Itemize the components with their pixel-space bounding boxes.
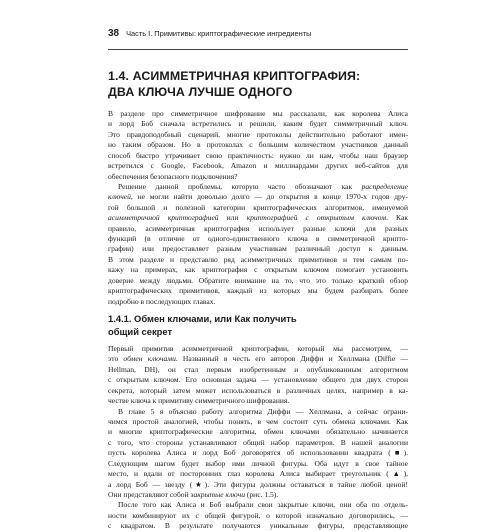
text-line: честве ключа к примитиву симметричного шифрования. bbox=[108, 396, 290, 406]
term-private-keys: закрытые ключи bbox=[190, 489, 245, 499]
text-line: Они представляют собой закрытые ключи (рис. 1.5). bbox=[108, 489, 279, 499]
text-line: чимся простой аналогией, чтобы понять, в чем состоит суть обмена ключами. Как bbox=[108, 416, 408, 426]
page-number: 38 bbox=[108, 28, 120, 39]
text-line: После того как Алиса и Боб выбрали свои закрытые ключи, они оба по отдель- bbox=[118, 500, 408, 510]
section-title-line2: ДВА КЛЮЧА ЛУЧШЕ ОДНОГО bbox=[108, 84, 293, 99]
text-line: правило, асимметричная криптография использует разные ключи для разных bbox=[108, 223, 408, 233]
text-line: и лорд Боб сначала встретились и решили, каким будет симметричный ключ. bbox=[108, 119, 408, 129]
chapter5-paragraph bbox=[108, 407, 408, 501]
text-line: доверие между людьми. Обратите внимание на то, что это только краткий обзор bbox=[108, 275, 408, 285]
text-line: встретился с Google, Facebook, Amazon и миллиардами других веб-сайтов для bbox=[108, 161, 408, 171]
text-line: способ быстро утрачивает свою практичность: нужно ли нам, чтобы наш браузер bbox=[108, 150, 408, 160]
text-line: и многие криптографические алгоритмы, обмен ключами обязательно начинается bbox=[108, 427, 408, 437]
text-line: гой большой и полезной категории криптографических алгоритмов, именуемой bbox=[108, 202, 408, 212]
term-asymmetric: асимметричной криптографией bbox=[108, 213, 219, 223]
text-line: В главе 5 я объясню работу алгоритма Диффи — Хеллмана, а сейчас ограни- bbox=[118, 406, 408, 416]
page-header bbox=[108, 28, 408, 50]
subsection-title-line2: общий секрет bbox=[108, 325, 173, 337]
text-line: криптографических примитивов, каждый из которых мы будем разбирать более bbox=[108, 286, 408, 296]
after-paragraph bbox=[108, 500, 408, 531]
text-line: Это правдоподобный сценарий, многие протоколы действительно работают имен- bbox=[108, 129, 408, 139]
text-line: ключей, не могли найти довольно долго — до открытия в конце 1970-х годов дру- bbox=[108, 192, 408, 202]
text-line: В разделе про симметричное шифрование мы рассказали, как королева Алиса bbox=[108, 109, 408, 118]
text-line: пусть королева Алиса и лорд Боб договорятся об использовании квадрата (■). bbox=[108, 448, 408, 458]
solution-paragraph bbox=[108, 182, 408, 307]
intro-paragraph bbox=[108, 109, 408, 182]
text-line: секрета, который затем может использоваться в различных целях, например в ка- bbox=[108, 385, 408, 395]
text-line: с открытым ключом. Его основная задача — установление общего для двух сторон bbox=[108, 375, 408, 385]
text-line: но таким образом. Но в протоколах с большим количеством участников данный bbox=[108, 140, 408, 150]
text-line: асимметричной криптографией или криптографией с открытым ключом. Как bbox=[108, 213, 408, 223]
text-line: В этом разделе и представлю ряд асимметричных примитивов и тем самым по- bbox=[108, 254, 408, 264]
term-key-distribution: распределение bbox=[361, 181, 408, 191]
section-title-line1: 1.4. АСИММЕТРИЧНАЯ КРИПТОГРАФИЯ: bbox=[108, 69, 361, 83]
book-page bbox=[108, 28, 408, 532]
subsection-title bbox=[108, 313, 408, 338]
text-line: с того, что стороны устанавливают общий набор параметров. В нашей аналогии bbox=[108, 437, 408, 447]
text-line: подробно в последующих главах. bbox=[108, 296, 216, 306]
text-line: Следующим шагом будет выбор ими личной фигуры. Оба идут в свое тайное bbox=[108, 458, 408, 468]
text-line: с квадратом. В результате получаются уникальные фигуры, представляющие bbox=[108, 521, 408, 531]
text-line: а лорд Боб — звезду (★). Эти фигуры должны оставаться в тайне любой ценой! bbox=[108, 479, 408, 489]
section-title bbox=[108, 69, 408, 100]
text-line: Первый примитив асимметричной криптографии, который мы рассмотрим, — bbox=[108, 344, 408, 354]
text-line: ности комбинируют их с общей фигурой, о которой изначально договорились, — bbox=[108, 510, 408, 520]
text-line: это обмен ключами. Названный в честь его авторов Диффи и Хеллмана (Diffie — bbox=[108, 354, 408, 364]
text-line: обеспечения безопасного подключения? bbox=[108, 171, 238, 181]
exchange-paragraph bbox=[108, 344, 408, 407]
text-line: место, и вдали от посторонних глаз королева Алиса выбирает треугольник (▲), bbox=[108, 469, 408, 479]
text-line: функций (в отличие от одного-единственного ключа в симметричной крипто- bbox=[108, 234, 408, 244]
text-line: графии) или предоставляет разным участникам различный доступ к данным. bbox=[108, 244, 408, 254]
text-line: Hellman, DH), он стал первым изобретенным и опубликованным алгоритмом bbox=[108, 364, 408, 374]
running-title: Часть I. Примитивы: криптографические ингредиенты bbox=[126, 29, 312, 38]
text-line: Решение данной проблемы, которую часто обозначают как распределение bbox=[118, 181, 408, 191]
text-line: кажу на примерах, как криптография с открытым ключом помогает установить bbox=[108, 265, 408, 275]
term-key-exchange: обмен ключами bbox=[123, 354, 176, 364]
term-public-key: криптографией с открытым ключом bbox=[246, 213, 387, 223]
subsection-title-line1: 1.4.1. Обмен ключами, или Как получить bbox=[108, 313, 297, 325]
